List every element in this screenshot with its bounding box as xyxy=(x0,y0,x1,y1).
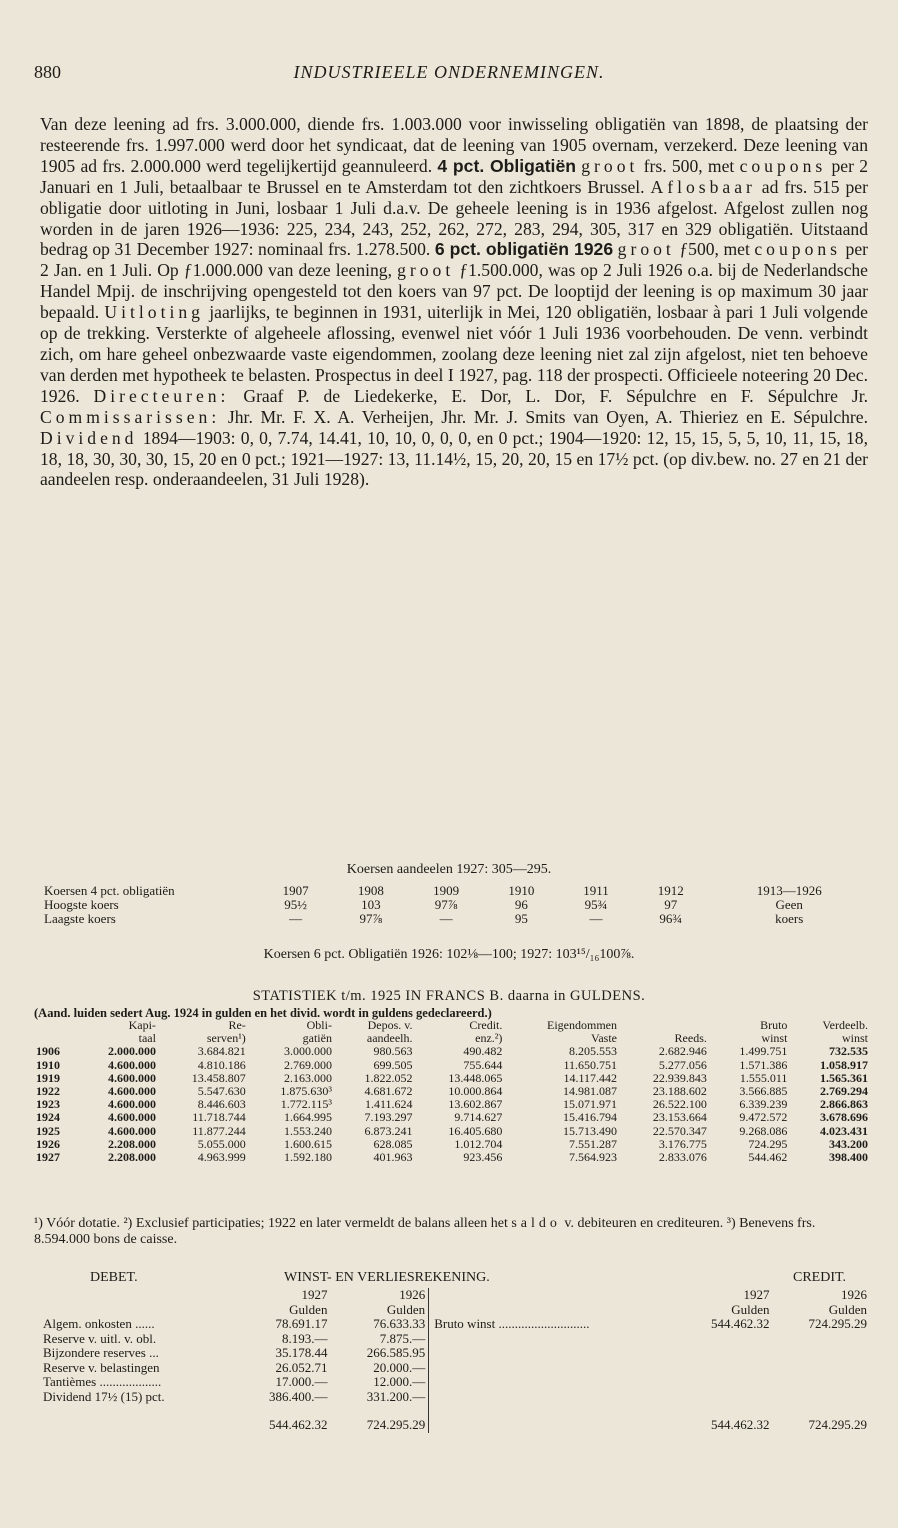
table-row xyxy=(40,1288,870,1303)
spaced-term: Dividend xyxy=(40,427,138,448)
debet-1927-value: 26.052.71 xyxy=(275,1359,328,1375)
year-cell: 1922 xyxy=(36,1084,60,1099)
text-span: per 2 Jan. en 1 Juli. Op ƒ1.000.000 van deze leening, xyxy=(40,239,869,281)
table-cell: 23.188.602 xyxy=(652,1084,707,1099)
table-cell: 398.400 xyxy=(829,1150,868,1165)
table-cell: 699.505 xyxy=(373,1057,413,1072)
spaced-term: groot xyxy=(617,239,675,260)
table-cell: 95½ xyxy=(284,897,307,912)
column-header: enz.²) xyxy=(475,1031,503,1046)
table-cell: 3.678.696 xyxy=(820,1110,868,1125)
debet-total-1926: 724.295.29 xyxy=(366,1417,426,1432)
debet-1926-value: 20.000.— xyxy=(373,1359,426,1375)
table-cell: Geen xyxy=(775,897,803,912)
winst-verlies-heading xyxy=(34,1270,870,1288)
column-header: winst xyxy=(761,1031,788,1046)
year-cell: 1910 xyxy=(36,1057,60,1072)
table-cell: 7.551.287 xyxy=(569,1136,617,1151)
table-cell: 3.000.000 xyxy=(283,1044,332,1059)
table-cell: 23.153.664 xyxy=(652,1110,707,1125)
table-cell: 1.875.630³ xyxy=(280,1084,332,1099)
table-cell: 4.600.000 xyxy=(107,1110,156,1125)
table-cell: 4.810.186 xyxy=(197,1057,246,1072)
table-row xyxy=(40,1375,870,1390)
header-row xyxy=(34,1019,870,1032)
table-cell: 1.822.052 xyxy=(364,1070,413,1085)
table-cell: 1.565.361 xyxy=(820,1070,868,1085)
table-cell: 11.877.244 xyxy=(192,1123,246,1138)
column-header: Vaste xyxy=(591,1031,617,1046)
spaced-term: Uitloting xyxy=(104,302,204,323)
table-row xyxy=(40,898,870,912)
table-cell: 923.456 xyxy=(463,1150,503,1165)
table-cell: 103 xyxy=(361,897,381,912)
spaced-term: Directeuren: xyxy=(93,385,230,406)
unit-header: Gulden xyxy=(828,1301,867,1317)
table-row xyxy=(40,1390,870,1405)
page-header xyxy=(34,62,864,86)
year-cell: 1927 xyxy=(36,1150,60,1165)
debet-item-label: Dividend 17½ (15) pct. xyxy=(43,1388,165,1404)
table-cell: 4.023.431 xyxy=(820,1123,868,1138)
year-cell: 1910 xyxy=(508,883,535,898)
table-cell: 7.193.297 xyxy=(364,1110,413,1125)
year-cell: 1913—1926 xyxy=(756,883,822,898)
unit-header: Gulden xyxy=(386,1301,426,1317)
column-header: Reeds. xyxy=(674,1031,707,1046)
table-cell: 980.563 xyxy=(373,1044,413,1059)
koersen-obligaties-table xyxy=(40,884,870,926)
text-span: Van deze leening ad frs. 3.000.000, diende frs. 1.003.000 voor inwisseling obligatiën van 1898, de plaatsing der resteerende frs. 1.997.000 werd door het syndicaat, dat de leening van 1905 overnam, verzekerd. Deze leening van 1905 ad frs. 2.000.000 werd tegelijkertijd geannuleerd. xyxy=(40,114,868,176)
text-span: Graaf P. de Liedekerke, E. Dor, L. Dor, F. Sépulchre en F. Sépulchre Jr. xyxy=(243,385,868,406)
column-header: Bruto xyxy=(760,1018,788,1032)
table-row xyxy=(34,1151,870,1164)
text-span: ¹) Vóór dotatie. ²) Exclusief participaties; 1922 en later vermeldt de balans alleen het xyxy=(34,1216,508,1231)
table-cell: 2.769.000 xyxy=(283,1057,332,1072)
credit-1926-value: 724.295.29 xyxy=(808,1316,867,1331)
table-cell: 4.600.000 xyxy=(107,1097,156,1112)
debet-1927-value: 17.000.— xyxy=(275,1374,328,1389)
year-cell: 1907 xyxy=(282,883,309,898)
year-cell: 1906 xyxy=(36,1044,60,1059)
table-row xyxy=(40,1303,870,1318)
column-header: Depos. v. xyxy=(367,1018,413,1032)
debet-item-label: Bijzondere reserves ... xyxy=(43,1345,159,1360)
debet-1926-value: 76.633.33 xyxy=(373,1316,426,1331)
text-span: v. debiteuren en crediteuren. ³) Benevens frs. 8.594.000 bons de caisse. xyxy=(34,1216,816,1247)
table-cell: 2.682.946 xyxy=(658,1044,707,1059)
table-row xyxy=(40,884,870,898)
year-cell: 1909 xyxy=(433,883,460,898)
statistiek-title: STATISTIEK t/m. 1925 IN FRANCS B. daarna in GULDENS. xyxy=(252,988,646,1004)
table-row xyxy=(34,1045,870,1058)
table-cell: — xyxy=(439,911,453,926)
paragraph xyxy=(40,114,868,490)
table-cell: 97 xyxy=(664,897,678,912)
table-cell: 724.295 xyxy=(748,1136,788,1151)
table-cell: 95¾ xyxy=(584,897,608,912)
table-cell: 7.564.923 xyxy=(569,1150,617,1165)
table-cell: 2.208.000 xyxy=(107,1150,156,1165)
column-header: Obli- xyxy=(306,1018,332,1032)
table-cell: 2.833.076 xyxy=(658,1150,707,1165)
statistiek-footnote xyxy=(34,1216,870,1248)
debet-item-label: Algem. onkosten ...... xyxy=(43,1316,155,1331)
koersen-obligaties-1926: Koersen 6 pct. Obligatiën 1926: 102⅛—100; 1927: 103¹⁵/₁₆100⅞. xyxy=(263,947,635,962)
year-cell: 1911 xyxy=(583,883,609,898)
debet-item-label: Tantièmes ................... xyxy=(43,1374,162,1389)
debet-item-label: Reserve v. uitl. v. obl. xyxy=(43,1330,157,1346)
year-cell: 1919 xyxy=(36,1070,60,1085)
table-cell: 13.458.807 xyxy=(191,1070,246,1085)
text-span: Jhr. Mr. F. X. A. Verheijen, Jhr. Mr. J. Smits van Oyen, A. Thieriez en E. Sépulchre. xyxy=(227,406,868,427)
year-header: 1926 xyxy=(841,1287,867,1302)
table-row xyxy=(34,1125,870,1138)
table-cell: 490.482 xyxy=(463,1044,503,1059)
credit-total-1927: 544.462.32 xyxy=(710,1417,770,1432)
debet-1927-value: 386.400.— xyxy=(268,1388,328,1404)
table-cell: 11.650.751 xyxy=(563,1057,617,1072)
table-cell: 1.058.917 xyxy=(820,1057,868,1072)
debet-item-label: Reserve v. belastingen xyxy=(43,1359,160,1375)
table-cell: 22.939.843 xyxy=(652,1070,707,1085)
page-number: 880 xyxy=(34,62,61,82)
year-cell: 1924 xyxy=(36,1110,60,1125)
spaced-term: coupons xyxy=(754,239,842,260)
credit-1927-value: 544.462.32 xyxy=(710,1316,770,1331)
table-cell: 8.446.603 xyxy=(197,1097,246,1112)
table-cell: 8.205.553 xyxy=(569,1044,617,1059)
table-cell: 6.339.239 xyxy=(739,1097,788,1112)
table-cell: 13.448.065 xyxy=(448,1070,503,1085)
table-row xyxy=(40,1361,870,1376)
table-cell: 13.602.867 xyxy=(448,1097,503,1112)
column-header: Kapi- xyxy=(128,1018,156,1032)
year-header: 1927 xyxy=(743,1287,770,1302)
section-heading-obligaties-4pct: 4 pct. Obligatiën xyxy=(437,155,576,176)
table-cell: 26.522.100 xyxy=(652,1097,707,1112)
year-header: 1926 xyxy=(399,1287,426,1302)
table-cell: 97⅞ xyxy=(434,897,458,912)
table-cell: 1.553.240 xyxy=(283,1123,332,1138)
table-cell: 9.714.627 xyxy=(454,1110,503,1125)
table-cell: 16.405.680 xyxy=(448,1123,503,1138)
year-cell: 1923 xyxy=(36,1097,60,1112)
table-cell: 97⅞ xyxy=(359,911,383,926)
table-cell: 14.981.087 xyxy=(563,1084,617,1099)
table-cell: 9.472.572 xyxy=(739,1110,788,1125)
table-row xyxy=(40,1332,870,1347)
statistiek-note: (Aand. luiden sedert Aug. 1924 in gulden en het divid. wordt in guldens gedeclareerd.) xyxy=(34,1006,492,1020)
table-cell: 11.718.744 xyxy=(192,1110,246,1125)
table-cell: 15.071.971 xyxy=(563,1097,617,1112)
totals-row xyxy=(40,1404,870,1433)
column-header xyxy=(34,1019,77,1032)
laagste-label: Laagste koers xyxy=(44,911,116,926)
table-cell: 1.772.115³ xyxy=(280,1097,332,1112)
page-title: INDUSTRIEELE ONDERNEMINGEN. xyxy=(293,62,605,82)
koersen-obligaties-label: Koersen 4 pct. obligatiën xyxy=(44,883,175,898)
table-cell: 3.176.775 xyxy=(658,1136,707,1151)
table-cell: 3.684.821 xyxy=(197,1044,246,1059)
table-cell: 2.866.863 xyxy=(820,1097,868,1112)
table-cell: 96 xyxy=(514,897,528,912)
column-header: taal xyxy=(138,1031,156,1046)
section-heading-obligaties-1926: 6 pct. obligatiën 1926 xyxy=(434,239,614,260)
spaced-term: Aflosbaar xyxy=(650,176,756,197)
debet-1926-value: 12.000.— xyxy=(373,1374,426,1389)
column-header: serven¹) xyxy=(206,1031,246,1046)
text-span: jaarlijks, te beginnen in 1931, uiterlijk in Mei, 120 obligatiën, losbaar à pari 1 Juli volgende op de trekking. Versterkte of algeheele aflossing, evenwel niet vóór 1 Juli 1936 voorbehouden. De venn. verbindt zich, om hare geheel onbezwaarde vaste eigendommen, zoolang deze leening niet zal zijn afgelost, niet ten behoeve van derden met hypotheek te belasten. Prospectus in deel I 1927, pag. 118 der prospecti. Officieele noteering 20 Dec. 1926. xyxy=(40,302,868,406)
table-cell: 401.963 xyxy=(373,1150,413,1165)
table-cell: 15.713.490 xyxy=(563,1123,617,1138)
text-span: ƒ1.500.000, was op 2 Juli 1926 o.a. bij de Nederlandsche Handel Mpij. de inschrijving opengesteld tot den koers van 97 pct. De looptijd der leening is op maximum 30 jaar bepaald. xyxy=(40,260,868,323)
year-header: 1927 xyxy=(301,1287,328,1302)
table-cell: 5.547.630 xyxy=(197,1084,246,1099)
credit-item-label: Bruto winst ............................ xyxy=(434,1316,590,1331)
winst-verlies-table xyxy=(40,1288,870,1433)
table-cell: 95 xyxy=(514,911,528,926)
table-cell: 96¾ xyxy=(659,911,683,926)
spaced-term: groot xyxy=(397,260,455,281)
table-cell: 14.117.442 xyxy=(563,1070,617,1085)
table-cell: 9.268.086 xyxy=(739,1123,788,1138)
table-cell: 1.600.615 xyxy=(283,1136,332,1151)
table-cell: 2.000.000 xyxy=(107,1044,156,1059)
debet-1926-value: 7.875.— xyxy=(379,1330,426,1346)
credit-total-1926: 724.295.29 xyxy=(808,1417,867,1432)
year-cell: 1912 xyxy=(657,883,684,898)
year-cell: 1926 xyxy=(36,1136,60,1151)
table-cell: 628.085 xyxy=(373,1136,413,1151)
unit-header: Gulden xyxy=(289,1301,328,1317)
credit-label: CREDIT. xyxy=(792,1270,846,1285)
column-header: Credit. xyxy=(469,1018,503,1032)
column-header: aandeelh. xyxy=(366,1031,413,1046)
text-span: ƒ500, met xyxy=(679,239,750,260)
column-header: Eigendommen xyxy=(547,1018,617,1032)
table-cell: 22.570.347 xyxy=(652,1123,707,1138)
table-row xyxy=(40,1346,870,1361)
debet-1927-value: 78.691.17 xyxy=(275,1316,328,1331)
unit-header: Gulden xyxy=(731,1301,770,1317)
table-cell: 1.499.751 xyxy=(739,1044,788,1059)
spaced-term: Commissarissen: xyxy=(40,406,221,427)
debet-1927-value: 8.193.— xyxy=(281,1330,328,1346)
table-cell: 2.208.000 xyxy=(107,1136,156,1151)
table-cell: 5.055.000 xyxy=(197,1136,246,1151)
table-cell: 4.600.000 xyxy=(107,1070,156,1085)
text-span: per 2 Januari en 1 Juli, betaalbaar te Brussel en te Amsterdam tot den zichtkoers Brussel. xyxy=(40,155,869,197)
company-description xyxy=(40,114,868,490)
table-cell: 1.555.011 xyxy=(739,1070,788,1085)
table-cell: 343.200 xyxy=(829,1136,868,1151)
table-cell: 2.163.000 xyxy=(283,1070,332,1085)
table-cell: 544.462 xyxy=(748,1150,788,1165)
debet-total-1927: 544.462.32 xyxy=(268,1417,328,1432)
table-row xyxy=(34,1111,870,1124)
table-cell: 4.600.000 xyxy=(107,1057,156,1072)
spaced-term: groot xyxy=(581,155,639,176)
table-cell: koers xyxy=(775,911,804,926)
debet-label: DEBET. xyxy=(90,1270,138,1285)
text-span: frs. 500, met xyxy=(643,155,735,176)
text-span: 1894—1903: 0, 0, 7.74, 14.41, 10, 10, 0, 0, 0, en 0 pct.; 1904—1920: 12, 15, 15, 5, 5, 10, 11, 15, 18, 18, 18, 30, 30, 30, 15, 20 en 0 pct.; 1921—1927: 13, 11.14½, 15, 20, 20, 15 en 17½ pct. (op div.bew. no. 27 en 21 der aandeelen resp. onderaandeelen, 31 Juli 1928). xyxy=(40,427,868,490)
table-row xyxy=(34,1059,870,1072)
table-cell: 1.592.180 xyxy=(283,1150,332,1165)
table-cell: 1.571.386 xyxy=(739,1057,788,1072)
koersen-aandeelen: Koersen aandeelen 1927: 305—295. xyxy=(346,862,552,877)
table-cell: 15.416.794 xyxy=(563,1110,617,1125)
debet-1926-value: 331.200.— xyxy=(366,1388,426,1404)
text-span: ad frs. 515 per obligatie door uitloting in Juni, losbaar 1 Juli d.a.v. De geheele leening is in 1936 afgelost. Afgelost zullen nog worden in de jaren 1926—1936: 225, 234, 243, 252, 262, 272, 283, 294, 305, 317 en 329 obligatiën. Uitstaand bedrag op 31 December 1927: nominaal frs. 1.278.500. xyxy=(40,176,868,260)
table-cell: 3.566.885 xyxy=(739,1084,788,1099)
table-row xyxy=(40,1317,870,1332)
column-header: gatiën xyxy=(302,1031,332,1046)
table-cell: 1.664.995 xyxy=(283,1110,332,1125)
year-cell: 1908 xyxy=(357,883,384,898)
table-cell: 1.012.704 xyxy=(454,1136,503,1151)
hoogste-label: Hoogste koers xyxy=(44,897,119,912)
table-cell: 1.411.624 xyxy=(364,1097,413,1112)
year-cell: 1925 xyxy=(36,1123,60,1138)
column-header: Verdeelb. xyxy=(822,1018,868,1032)
table-cell: 10.000.864 xyxy=(448,1084,503,1099)
table-row xyxy=(34,1138,870,1151)
debet-1927-value: 35.178.44 xyxy=(275,1345,328,1360)
winst-verlies-title: WINST- EN VERLIESREKENING. xyxy=(284,1270,490,1285)
table-cell: 4.963.999 xyxy=(197,1150,246,1165)
column-header: winst xyxy=(841,1031,868,1046)
table-row xyxy=(40,912,870,926)
table-cell: 2.769.294 xyxy=(820,1084,868,1099)
table-cell: 4.600.000 xyxy=(107,1084,156,1099)
column-header: Re- xyxy=(228,1018,246,1032)
table-cell: 732.535 xyxy=(829,1044,868,1059)
table-cell: 4.681.672 xyxy=(364,1084,413,1099)
statistiek-body xyxy=(34,1045,870,1164)
statistiek-table xyxy=(34,1019,870,1164)
spaced-term: coupons xyxy=(739,155,827,176)
debet-1926-value: 266.585.95 xyxy=(366,1345,426,1360)
table-cell: 755.644 xyxy=(463,1057,503,1072)
table-cell: 4.600.000 xyxy=(107,1123,156,1138)
table-cell: 6.873.241 xyxy=(364,1123,413,1138)
table-cell: — xyxy=(589,911,603,926)
table-cell: — xyxy=(289,911,303,926)
spaced-term: saldo xyxy=(511,1216,561,1231)
table-cell: 5.277.056 xyxy=(658,1057,707,1072)
